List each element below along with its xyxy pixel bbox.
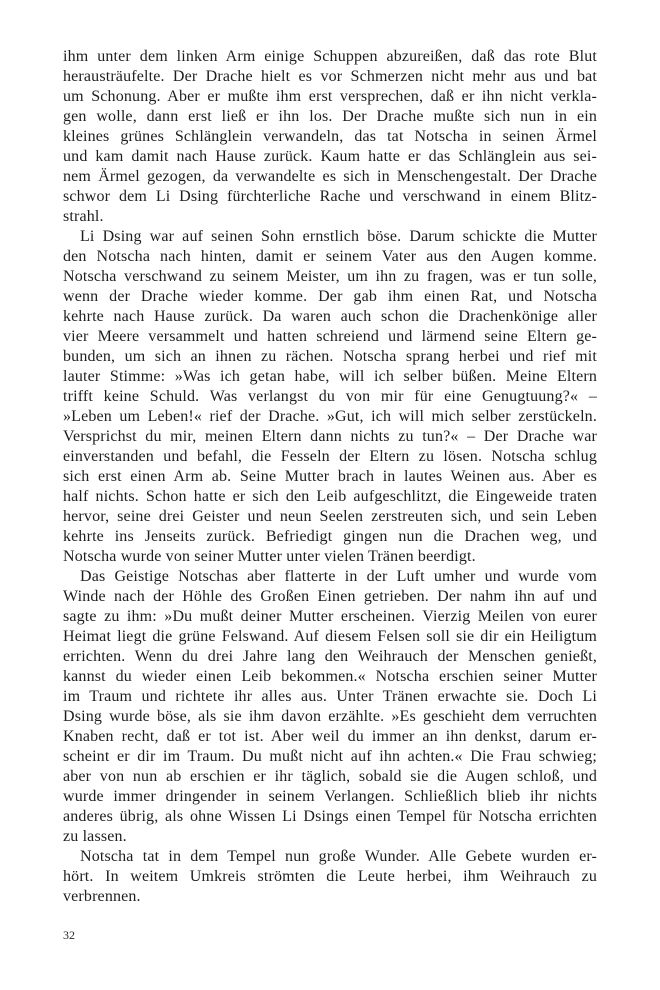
text-line: trifft keine Schuld. Was verlangst du von mir für eine Genugtuung?« – (63, 388, 597, 405)
story-text-block (63, 47, 597, 907)
text-line: zu lassen. (63, 828, 127, 845)
text-line: im Traum und richtete ihr alles aus. Unter Tränen erwachte sie. Doch Li (63, 688, 597, 705)
text-line: hört. In weitem Umkreis strömten die Leute herbei, ihm Weihrauch zu (63, 868, 597, 885)
text-line: half nichts. Schon hatte er sich den Leib aufgeschlitzt, die Eingeweide traten (63, 488, 597, 505)
text-line: wenn der Drache wieder komme. Der gab ihm einen Rat, und Notscha (63, 288, 597, 305)
text-line: gen wolle, dann erst ließ er ihn los. Der Drache mußte sich nun in ein (63, 108, 597, 125)
text-line: sich erst einen Arm ab. Seine Mutter brach in lautes Weinen aus. Aber es (63, 468, 597, 485)
text-line: nem Ärmel gezogen, da verwandelte es sich in Menschengestalt. Der Drache (63, 168, 597, 185)
text-line: sagte zu ihm: »Du mußt deiner Mutter erscheinen. Vierzig Meilen von eurer (63, 608, 597, 625)
paragraph (63, 47, 597, 227)
text-line: Winde nach der Höhle des Großen Einen getrieben. Der nahm ihn auf und (63, 588, 597, 605)
text-line: kehrte nach Hause zurück. Da waren auch schon die Drachenkönige aller (63, 308, 597, 325)
text-line: scheint er dir im Traum. Du mußt nicht auf ihn achten.« Die Frau schwieg; (63, 748, 597, 765)
paragraph (63, 227, 597, 567)
text-line: verbrennen. (63, 888, 141, 905)
text-line: um Schonung. Aber er mußte ihm erst versprechen, daß er ihn nicht verkla- (63, 88, 597, 105)
text-line: aber von nun ab erschien er ihr täglich, sobald sie die Augen schloß, und (63, 768, 597, 785)
text-line: Heimat liegt die grüne Felswand. Auf diesem Felsen soll sie dir ein Heiligtum (63, 628, 597, 645)
text-line: Versprichst du mir, meinen Eltern dann nichts zu tun?« – Der Drache war (63, 428, 597, 445)
text-line: Das Geistige Notschas aber flatterte in der Luft umher und wurde vom (80, 568, 597, 585)
text-line: Notscha verschwand zu seinem Meister, um ihn zu fragen, was er tun solle, (63, 268, 597, 285)
text-line: kannst du wieder einen Leib bekommen.« Notscha erschien seiner Mutter (63, 668, 597, 685)
text-line: hervor, seine drei Geister und neun Seelen zerstreuten sich, und sein Leben (63, 508, 597, 525)
text-line: kleines grünes Schlänglein verwandeln, das tat Notscha in seinen Ärmel (63, 128, 597, 145)
text-line: herausträufelte. Der Drache hielt es vor Schmerzen nicht mehr aus und bat (63, 68, 597, 85)
text-line: wurde immer dringender in seinem Verlangen. Schließlich blieb ihr nichts (63, 788, 597, 805)
paragraph (63, 567, 597, 847)
text-line: kehrte ins Jenseits zurück. Befriedigt gingen nun die Drachen weg, und (63, 528, 597, 545)
text-line: bunden, um sich an ihnen zu rächen. Notscha sprang herbei und rief mit (63, 348, 597, 365)
text-line: »Leben um Leben!« rief der Drache. »Gut, ich will mich selber zerstückeln. (63, 408, 597, 425)
text-line: strahl. (63, 208, 104, 225)
text-line: Dsing wurde böse, als sie ihm davon erzählte. »Es geschieht dem verruchten (63, 708, 597, 725)
text-line: vier Meere versammelt und hatten schreiend und lärmend seine Eltern ge- (63, 328, 597, 345)
text-line: ihm unter dem linken Arm einige Schuppen abzureißen, daß das rote Blut (63, 48, 597, 65)
text-line: Li Dsing war auf seinen Sohn ernstlich böse. Darum schickte die Mutter (80, 228, 597, 245)
text-line: errichten. Wenn du drei Jahre lang den Weihrauch der Menschen genießt, (63, 648, 597, 665)
text-line: einverstanden und befahl, die Fesseln der Eltern zu lösen. Notscha schlug (63, 448, 597, 465)
text-line: Notscha wurde von seiner Mutter unter vielen Tränen beerdigt. (63, 548, 476, 565)
paragraph (63, 847, 597, 907)
text-line: lauter Stimme: »Was ich getan habe, will ich selber büßen. Meine Eltern (63, 368, 597, 385)
page-number: 32 (63, 928, 75, 942)
text-line: anderes übrig, als ohne Wissen Li Dsings einen Tempel für Notscha errichten (63, 808, 597, 825)
text-line: Notscha tat in dem Tempel nun große Wunder. Alle Gebete wurden er- (80, 848, 597, 865)
text-line: Knaben recht, daß er tot ist. Aber weil du immer an ihn denkst, darum er- (63, 728, 597, 745)
text-line: schwor dem Li Dsing fürchterliche Rache und verschwand in einem Blitz- (63, 188, 597, 205)
text-line: und kam damit nach Hause zurück. Kaum hatte er das Schlänglein aus sei- (63, 148, 597, 165)
text-line: den Notscha nach hinten, damit er seinem Vater aus den Augen komme. (63, 248, 597, 265)
